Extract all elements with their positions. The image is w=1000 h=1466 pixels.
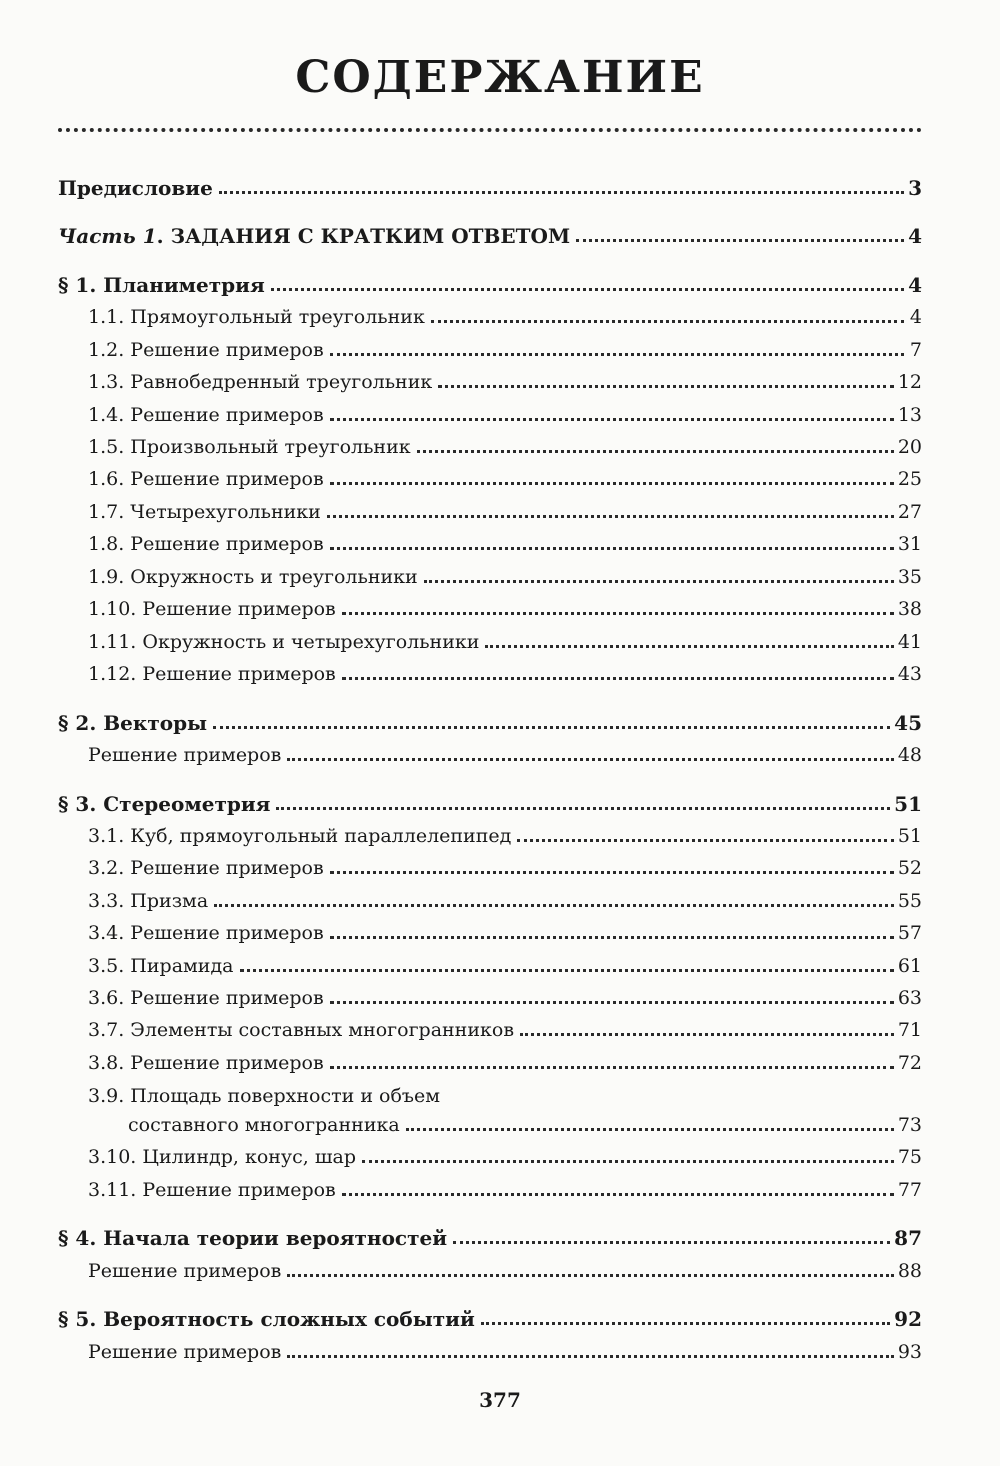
toc-entry-title: 1.11. Окружность и четырехугольники bbox=[88, 631, 480, 653]
dot-leader bbox=[481, 1322, 890, 1325]
toc-page-number: 73 bbox=[897, 1114, 922, 1136]
toc-page-number: 61 bbox=[897, 955, 922, 977]
dot-leader bbox=[330, 1066, 894, 1069]
dot-leader bbox=[453, 1241, 890, 1244]
toc-entry bbox=[58, 981, 922, 1009]
toc-entry bbox=[58, 1221, 922, 1249]
toc-entry bbox=[58, 916, 922, 944]
dot-leader bbox=[287, 758, 893, 761]
toc-entry-title: 1.8. Решение примеров bbox=[88, 533, 324, 555]
dot-leader bbox=[406, 1128, 894, 1131]
toc-entry-title: 3.3. Призма bbox=[88, 890, 209, 912]
toc-page-number: 4 bbox=[908, 273, 922, 297]
toc-entry bbox=[58, 300, 922, 328]
page-number: 377 bbox=[479, 1388, 521, 1412]
dot-leader bbox=[330, 547, 894, 550]
toc-entry-title: составного многогранника bbox=[128, 1114, 400, 1136]
dot-leader bbox=[520, 1033, 894, 1036]
dot-leader bbox=[517, 839, 893, 842]
toc-entry bbox=[58, 1079, 922, 1107]
toc-entry bbox=[58, 738, 922, 766]
dot-leader bbox=[214, 904, 894, 907]
toc-entry bbox=[58, 1013, 922, 1041]
dot-leader bbox=[330, 936, 894, 939]
toc-entry-title: 3.4. Решение примеров bbox=[88, 922, 324, 944]
toc-part-prefix: Часть 1 bbox=[58, 224, 157, 248]
toc-page-number: 63 bbox=[897, 987, 922, 1009]
toc-entry-title: 3.11. Решение примеров bbox=[88, 1179, 336, 1201]
toc-entry bbox=[58, 592, 922, 620]
dot-leader bbox=[219, 191, 904, 194]
toc-entry bbox=[58, 219, 922, 247]
dot-leader bbox=[330, 871, 894, 874]
toc-page-number: 92 bbox=[894, 1307, 922, 1331]
toc-entry-title: § 2. Векторы bbox=[58, 711, 208, 735]
toc-entry bbox=[58, 430, 922, 458]
toc-page-number: 27 bbox=[897, 501, 922, 523]
dot-leader bbox=[330, 1001, 894, 1004]
dot-leader bbox=[485, 645, 893, 648]
dot-leader bbox=[276, 807, 890, 810]
toc-entry-title: 3.2. Решение примеров bbox=[88, 857, 324, 879]
dot-leader bbox=[330, 482, 894, 485]
toc-part-title: . ЗАДАНИЯ С КРАТКИМ ОТВЕТОМ bbox=[156, 224, 571, 248]
toc-entry bbox=[58, 851, 922, 879]
toc-entry bbox=[58, 625, 922, 653]
toc-entry-title: 1.5. Произвольный треугольник bbox=[88, 436, 411, 458]
toc-entry-title: 3.5. Пирамида bbox=[88, 955, 234, 977]
dot-leader bbox=[330, 353, 904, 356]
toc-entry-title: 3.7. Элементы составных многогранников bbox=[88, 1019, 515, 1041]
toc-page-number: 12 bbox=[897, 371, 922, 393]
toc-page-number: 31 bbox=[897, 533, 922, 555]
dot-leader bbox=[327, 515, 894, 518]
toc-entry-title: 1.12. Решение примеров bbox=[88, 663, 336, 685]
toc-page-number: 55 bbox=[897, 890, 922, 912]
toc-page-number: 45 bbox=[894, 711, 922, 735]
toc-entry-title: Решение примеров bbox=[88, 1260, 282, 1282]
toc-entry bbox=[58, 495, 922, 523]
toc-page-number: 52 bbox=[897, 857, 922, 879]
toc-entry-title bbox=[58, 225, 570, 247]
toc-entry bbox=[58, 949, 922, 977]
dot-leader bbox=[342, 1193, 894, 1196]
toc-entry bbox=[58, 1254, 922, 1282]
toc-page-number: 72 bbox=[897, 1052, 922, 1074]
toc-entry bbox=[58, 560, 922, 588]
toc-page-number: 13 bbox=[897, 404, 922, 426]
toc-page-number: 4 bbox=[908, 224, 922, 248]
toc-entry bbox=[58, 1108, 922, 1136]
toc-entry bbox=[58, 171, 922, 199]
toc-entry-title: § 5. Вероятность сложных событий bbox=[58, 1307, 475, 1331]
toc-entry bbox=[58, 1302, 922, 1330]
toc-entry bbox=[58, 365, 922, 393]
toc-entry-title: Предисловие bbox=[58, 176, 213, 200]
toc-entry-title: 3.1. Куб, прямоугольный параллелепипед bbox=[88, 825, 512, 847]
dot-leader bbox=[438, 385, 894, 388]
toc-entry-title: 1.7. Четырехугольники bbox=[88, 501, 321, 523]
toc-entry bbox=[58, 398, 922, 426]
dot-leader bbox=[240, 969, 894, 972]
toc-entry bbox=[58, 819, 922, 847]
toc-entry bbox=[58, 1335, 922, 1363]
toc-page-number: 20 bbox=[897, 436, 922, 458]
toc-page-number: 3 bbox=[908, 176, 922, 200]
toc-entry bbox=[58, 657, 922, 685]
toc-page-number: 57 bbox=[897, 922, 922, 944]
toc-entry-title: 1.9. Окружность и треугольники bbox=[88, 566, 418, 588]
toc-entry-title: Решение примеров bbox=[88, 1341, 282, 1363]
toc-entry bbox=[58, 1140, 922, 1168]
toc-entry-title: 3.10. Цилиндр, конус, шар bbox=[88, 1146, 356, 1168]
dot-leader bbox=[342, 677, 894, 680]
toc-page-number: 93 bbox=[897, 1341, 922, 1363]
toc-page-number: 48 bbox=[897, 744, 922, 766]
toc-page-number: 41 bbox=[897, 631, 922, 653]
table-of-contents bbox=[58, 0, 922, 1466]
page-title: СОДЕРЖАНИЕ bbox=[295, 52, 705, 103]
dot-leader bbox=[362, 1160, 894, 1163]
dot-leader bbox=[424, 580, 894, 583]
toc-entry-title: Решение примеров bbox=[88, 744, 282, 766]
dot-leader bbox=[431, 320, 904, 323]
toc-entry-title: § 4. Начала теории вероятностей bbox=[58, 1226, 448, 1250]
toc-entry-title: 3.8. Решение примеров bbox=[88, 1052, 324, 1074]
dot-leader bbox=[576, 239, 904, 242]
toc-page-number: 35 bbox=[897, 566, 922, 588]
toc-page-number: 51 bbox=[897, 825, 922, 847]
toc-page-number: 75 bbox=[897, 1146, 922, 1168]
dot-leader bbox=[271, 288, 904, 291]
dot-leader bbox=[330, 418, 894, 421]
dot-leader bbox=[342, 612, 894, 615]
toc-entry bbox=[58, 1173, 922, 1201]
toc-page-number: 25 bbox=[897, 468, 922, 490]
toc-page-number: 38 bbox=[897, 598, 922, 620]
toc-page-number: 88 bbox=[897, 1260, 922, 1282]
toc-page-number: 7 bbox=[909, 339, 922, 361]
toc-page-number: 43 bbox=[897, 663, 922, 685]
toc-entry bbox=[58, 787, 922, 815]
dot-leader bbox=[287, 1274, 893, 1277]
toc-entry bbox=[58, 333, 922, 361]
toc-page-number: 51 bbox=[894, 792, 922, 816]
toc-entry-title: 1.10. Решение примеров bbox=[88, 598, 336, 620]
toc-entry bbox=[58, 527, 922, 555]
toc-page-number: 71 bbox=[897, 1019, 922, 1041]
toc-entry bbox=[58, 462, 922, 490]
toc-entry bbox=[58, 884, 922, 912]
toc-entry-title: 1.4. Решение примеров bbox=[88, 404, 324, 426]
toc-entry-title: 1.2. Решение примеров bbox=[88, 339, 324, 361]
toc-page-number: 87 bbox=[894, 1226, 922, 1250]
toc-entry-title: 1.1. Прямоугольный треугольник bbox=[88, 306, 425, 328]
toc-entry-title: 3.6. Решение примеров bbox=[88, 987, 324, 1009]
dot-leader bbox=[213, 726, 890, 729]
toc-entry bbox=[58, 268, 922, 296]
toc-page-number: 4 bbox=[909, 306, 922, 328]
toc-entry-title: § 1. Планиметрия bbox=[58, 273, 265, 297]
toc-entry bbox=[58, 1046, 922, 1074]
toc-entry-title: 1.3. Равнобедренный треугольник bbox=[88, 371, 433, 393]
dot-leader bbox=[417, 450, 894, 453]
toc-entry-title: § 3. Стереометрия bbox=[58, 792, 271, 816]
toc-entry-title: 1.6. Решение примеров bbox=[88, 468, 324, 490]
toc-entry bbox=[58, 706, 922, 734]
dot-leader bbox=[287, 1355, 893, 1358]
toc-entry-title: 3.9. Площадь поверхности и объем bbox=[88, 1085, 441, 1107]
toc-page-number: 77 bbox=[897, 1179, 922, 1201]
